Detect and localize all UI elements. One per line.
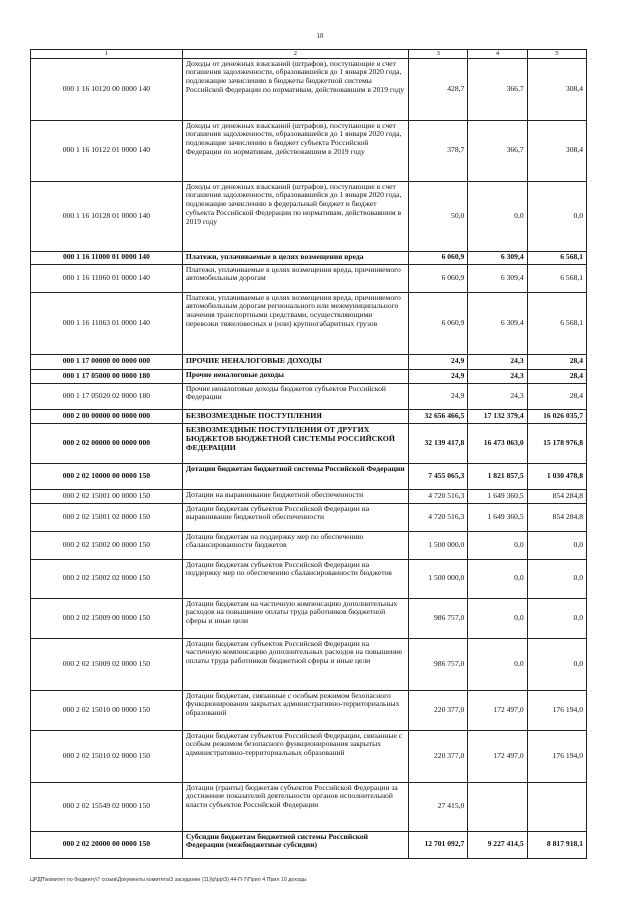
budget-code-cell: 000 1 16 11060 01 0000 140 (31, 264, 183, 292)
amount-2022-cell: 366,7 (468, 120, 527, 181)
revenue-name-cell: Дотации бюджетам бюджетной системы Российской Федерации (182, 463, 408, 489)
amount-2021-cell: 50,0 (409, 181, 468, 251)
budget-code-cell: 000 1 17 00000 00 0000 000 (31, 354, 183, 369)
amount-2023-cell: 0,0 (527, 531, 586, 559)
amount-2023-cell: 854 284,8 (527, 503, 586, 531)
amount-2022-cell: 1 821 857,5 (468, 463, 527, 489)
amount-2022-cell: 172 497,0 (468, 690, 527, 730)
table-row (31, 383, 587, 409)
amount-2022-cell: 0,0 (468, 531, 527, 559)
amount-2021-cell: 32 139 417,8 (409, 423, 468, 463)
amount-2022-cell: 0,0 (468, 181, 527, 251)
budget-code-cell: 000 2 02 15001 00 0000 150 (31, 489, 183, 503)
amount-2022-cell: 0,0 (468, 638, 527, 690)
revenue-name-cell: Платежи, уплачиваемые в целях возмещения вреда, причиняемого автомобильным дорогам регионального или межмуниципального значения транспортными средствами, осуществляющими перевозки тяжеловесных и (или) крупногабаритных грузов (182, 292, 408, 354)
table-row (31, 730, 587, 782)
amount-2023-cell: 16 026 035,7 (527, 409, 586, 423)
amount-2023-cell: 0,0 (527, 638, 586, 690)
budget-code-cell: 000 1 16 11063 01 0000 140 (31, 292, 183, 354)
amount-2023-cell: 308,4 (527, 58, 586, 120)
amount-2021-cell: 986 757,0 (409, 638, 468, 690)
budget-code-cell: 000 2 02 20000 00 0000 150 (31, 831, 183, 858)
column-header: 2 (182, 50, 408, 59)
revenue-name-cell: Доходы от денежных взысканий (штрафов), поступающие в счет погашения задолженности, образовавшейся до 1 января 2020 года, подлежащие зачислению в бюджет субъекта Российской Федерации по нормативам, действовавшим в 2019 году (182, 120, 408, 181)
table-row (31, 598, 587, 638)
amount-2023-cell: 28,4 (527, 354, 586, 369)
table-row (31, 58, 587, 120)
amount-2022-cell: 24,3 (468, 383, 527, 409)
amount-2022-cell: 1 649 360,5 (468, 489, 527, 503)
amount-2022-cell: 17 132 379,4 (468, 409, 527, 423)
amount-2023-cell: 8 817 918,1 (527, 831, 586, 858)
amount-2022-cell: 6 309,4 (468, 264, 527, 292)
amount-2021-cell: 220 377,0 (409, 690, 468, 730)
budget-code-cell: 000 1 16 11000 01 0000 140 (31, 251, 183, 264)
amount-2022-cell: 24,3 (468, 354, 527, 369)
budget-code-cell: 000 2 00 00000 00 0000 000 (31, 409, 183, 423)
table-row (31, 354, 587, 369)
revenue-name-cell: Субсидии бюджетам бюджетной системы Российской Федерации (межбюджетные субсидии) (182, 831, 408, 858)
amount-2022-cell: 0,0 (468, 559, 527, 598)
budget-code-cell: 000 2 02 00000 00 0000 000 (31, 423, 183, 463)
column-header: 5 (527, 50, 586, 59)
revenue-name-cell: Дотации бюджетам субъектов Российской Федерации на поддержку мер по обеспечению сбалансированности бюджетов (182, 559, 408, 598)
table-row (31, 264, 587, 292)
table-row (31, 181, 587, 251)
amount-2021-cell: 12 701 092,7 (409, 831, 468, 858)
revenue-name-cell: Платежи, уплачиваемые в целях возмещения вреда (182, 251, 408, 264)
revenue-name-cell: Дотации бюджетам субъектов Российской Федерации на выравнивание бюджетной обеспеченности (182, 503, 408, 531)
amount-2021-cell: 428,7 (409, 58, 468, 120)
table-row (31, 292, 587, 354)
revenue-name-cell: Дотации бюджетам на частичную компенсацию дополнительных расходов на повышение оплаты труда работников бюджетной сферы и иные цели (182, 598, 408, 638)
table-row (31, 489, 587, 503)
amount-2022-cell: 6 309,4 (468, 251, 527, 264)
table-row (31, 782, 587, 831)
revenue-name-cell: ПРОЧИЕ НЕНАЛОГОВЫЕ ДОХОДЫ (182, 354, 408, 369)
amount-2023-cell: 15 178 976,8 (527, 423, 586, 463)
amount-2023-cell: 0,0 (527, 598, 586, 638)
revenue-name-cell: Дотации бюджетам субъектов Российской Федерации, связанные с особым режимом безопасного функционирования закрытых административно-территориальных образований (182, 730, 408, 782)
budget-code-cell: 000 2 02 15010 00 0000 150 (31, 690, 183, 730)
amount-2023-cell: 0,0 (527, 181, 586, 251)
revenue-name-cell: Платежи, уплачиваемые в целях возмещения вреда, причиняемого автомобильным дорогам (182, 264, 408, 292)
revenue-name-cell: Дотации бюджетам, связанные с особым режимом безопасного функционирования закрытых административно-территориальных образований (182, 690, 408, 730)
amount-2023-cell: 28,4 (527, 369, 586, 383)
revenue-name-cell: Прочие неналоговые доходы бюджетов субъектов Российской Федерации (182, 383, 408, 409)
amount-2023-cell: 1 030 478,8 (527, 463, 586, 489)
amount-2021-cell: 4 720 516,3 (409, 503, 468, 531)
column-header: 4 (468, 50, 527, 59)
amount-2023-cell: 6 568,1 (527, 251, 586, 264)
amount-2022-cell: 366,7 (468, 58, 527, 120)
table-row (31, 690, 587, 730)
budget-code-cell: 000 2 02 15010 02 0000 150 (31, 730, 183, 782)
amount-2023-cell: 6 568,1 (527, 292, 586, 354)
revenue-table (30, 49, 587, 859)
amount-2023-cell: 308,4 (527, 120, 586, 181)
amount-2021-cell: 6 060,9 (409, 251, 468, 264)
budget-code-cell: 000 1 16 10120 00 0000 140 (31, 58, 183, 120)
table-row (31, 369, 587, 383)
table-row (31, 638, 587, 690)
amount-2021-cell: 24,9 (409, 354, 468, 369)
file-path-footer: ЦРДП\комитет по бюджету\7 созыв\Документы комитета\3 заседание (11)\р\рр\3) 44-П-7\Прил 4 Прил 10 доходы (30, 877, 307, 883)
table-row (31, 251, 587, 264)
budget-code-cell: 000 1 17 05020 02 0000 180 (31, 383, 183, 409)
budget-code-cell: 000 2 02 15549 02 0000 150 (31, 782, 183, 831)
amount-2022-cell: 16 473 063,0 (468, 423, 527, 463)
revenue-name-cell: Дотации бюджетам субъектов Российской Федерации на частичную компенсацию дополнительных расходов на повышение оплаты труда работников бюджетной сферы и иные цели (182, 638, 408, 690)
table-row (31, 559, 587, 598)
amount-2021-cell: 986 757,0 (409, 598, 468, 638)
budget-code-cell: 000 2 02 10000 00 0000 150 (31, 463, 183, 489)
amount-2023-cell: 6 568,1 (527, 264, 586, 292)
amount-2023-cell: 0,0 (527, 559, 586, 598)
amount-2022-cell: 9 227 414,5 (468, 831, 527, 858)
amount-2021-cell: 6 060,9 (409, 264, 468, 292)
budget-code-cell: 000 2 02 15009 00 0000 150 (31, 598, 183, 638)
revenue-name-cell: БЕЗВОЗМЕЗДНЫЕ ПОСТУПЛЕНИЯ (182, 409, 408, 423)
revenue-name-cell: Дотации на выравнивание бюджетной обеспеченности (182, 489, 408, 503)
table-row (31, 120, 587, 181)
amount-2022-cell: 1 649 360,5 (468, 503, 527, 531)
amount-2023-cell: 176 194,0 (527, 690, 586, 730)
page-number: 18 (316, 32, 324, 40)
table-row (31, 531, 587, 559)
amount-2022-cell: 24,3 (468, 369, 527, 383)
table-row (31, 503, 587, 531)
budget-code-cell: 000 2 02 15002 00 0000 150 (31, 531, 183, 559)
budget-code-cell: 000 1 16 10122 01 0000 140 (31, 120, 183, 181)
column-header: 1 (31, 50, 183, 59)
amount-2021-cell: 27 415,0 (409, 782, 468, 831)
amount-2021-cell: 1 500 000,0 (409, 531, 468, 559)
amount-2022-cell: 0,0 (468, 598, 527, 638)
amount-2021-cell: 32 656 466,5 (409, 409, 468, 423)
amount-2022-cell: 172 497,0 (468, 730, 527, 782)
amount-2021-cell: 24,9 (409, 369, 468, 383)
amount-2023-cell: 28,4 (527, 383, 586, 409)
table-row (31, 423, 587, 463)
budget-code-cell: 000 1 17 05000 00 0000 180 (31, 369, 183, 383)
table-header-row (31, 50, 587, 59)
revenue-name-cell: Прочие неналоговые доходы (182, 369, 408, 383)
amount-2022-cell: 6 309,4 (468, 292, 527, 354)
amount-2023-cell: 854 284,8 (527, 489, 586, 503)
budget-code-cell: 000 2 02 15001 02 0000 150 (31, 503, 183, 531)
amount-2021-cell: 6 060,9 (409, 292, 468, 354)
amount-2021-cell: 378,7 (409, 120, 468, 181)
revenue-name-cell: Дотации бюджетам на поддержку мер по обеспечению сбалансированности бюджетов (182, 531, 408, 559)
amount-2021-cell: 1 500 000,0 (409, 559, 468, 598)
revenue-name-cell: Доходы от денежных взысканий (штрафов), поступающие в счет погашения задолженности, образовавшейся до 1 января 2020 года, подлежащие зачислению в федеральный бюджет и бюджет субъекта Российской Федерации по нормативам, действовавшим в 2019 году (182, 181, 408, 251)
table-body (31, 58, 587, 858)
amount-2023-cell: 176 194,0 (527, 730, 586, 782)
amount-2021-cell: 24,9 (409, 383, 468, 409)
amount-2021-cell: 220 377,0 (409, 730, 468, 782)
table-row (31, 409, 587, 423)
table-row (31, 463, 587, 489)
table-row (31, 831, 587, 858)
amount-2022-cell (468, 782, 527, 831)
amount-2023-cell (527, 782, 586, 831)
budget-code-cell: 000 2 02 15009 02 0000 150 (31, 638, 183, 690)
amount-2021-cell: 4 720 516,3 (409, 489, 468, 503)
amount-2021-cell: 7 455 065,3 (409, 463, 468, 489)
revenue-name-cell: Доходы от денежных взысканий (штрафов), поступающие в счет погашения задолженности, образовавшейся до 1 января 2020 года, подлежащие зачислению в бюджеты бюджетной системы Российской Федерации по нормативам, действовавшим в 2019 году (182, 58, 408, 120)
budget-code-cell: 000 1 16 10128 01 0000 140 (31, 181, 183, 251)
column-header: 3 (409, 50, 468, 59)
revenue-name-cell: Дотации (гранты) бюджетам субъектов Российской Федерации за достижение показателей деятельности органов исполнительной власти субъектов Российской Федерации (182, 782, 408, 831)
budget-code-cell: 000 2 02 15002 02 0000 150 (31, 559, 183, 598)
revenue-name-cell: БЕЗВОЗМЕЗДНЫЕ ПОСТУПЛЕНИЯ ОТ ДРУГИХ БЮДЖЕТОВ БЮДЖЕТНОЙ СИСТЕМЫ РОССИЙСКОЙ ФЕДЕРАЦИИ (182, 423, 408, 463)
